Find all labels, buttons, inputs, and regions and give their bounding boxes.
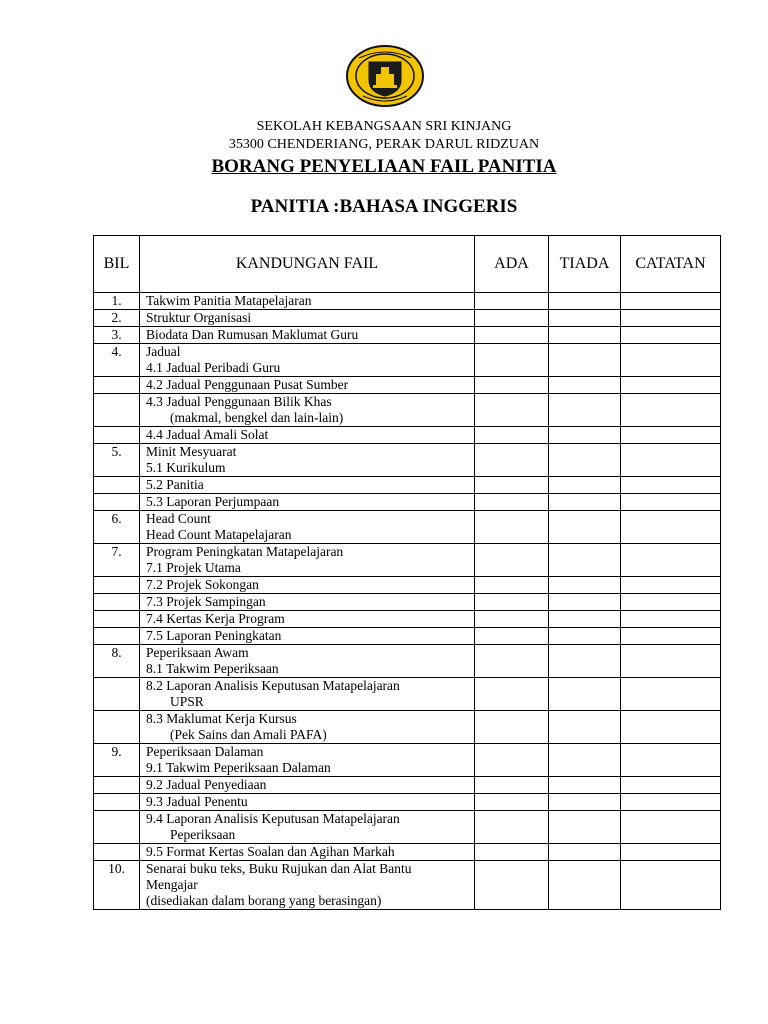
ada-cell[interactable] (475, 678, 549, 711)
item-line: Peperiksaan Dalaman (146, 744, 264, 759)
table-row (94, 377, 721, 394)
item-line: 8.3 Maklumat Kerja Kursus (146, 711, 297, 726)
file-content-item (140, 811, 475, 844)
table-row (94, 477, 721, 494)
item-line: 5.3 Laporan Perjumpaan (146, 494, 280, 509)
table-row (94, 678, 721, 711)
tiada-cell[interactable] (549, 444, 621, 477)
ada-cell[interactable] (475, 577, 549, 594)
tiada-cell[interactable] (549, 811, 621, 844)
tiada-cell[interactable] (549, 477, 621, 494)
panitia-subject: PANITIA :BAHASA INGGERIS (250, 196, 518, 217)
item-line: 7.1 Projek Utama (146, 560, 241, 575)
row-number: 10. (94, 861, 140, 910)
file-content-item (140, 544, 475, 577)
row-number (94, 611, 140, 628)
catatan-cell[interactable] (621, 577, 721, 594)
item-line: Program Peningkatan Matapelajaran (146, 544, 344, 559)
row-number: 3. (94, 327, 140, 344)
tiada-cell[interactable] (549, 310, 621, 327)
catatan-cell[interactable] (621, 544, 721, 577)
header-ada: ADA (475, 236, 549, 293)
item-line: 9.3 Jadual Penentu (146, 794, 248, 809)
row-number (94, 678, 140, 711)
ada-cell[interactable] (475, 594, 549, 611)
row-number: 6. (94, 511, 140, 544)
item-line: Senarai buku teks, Buku Rujukan dan Alat Bantu (146, 861, 412, 876)
file-content-item (140, 427, 475, 444)
file-content-item (140, 511, 475, 544)
table-row (94, 394, 721, 427)
item-line: Minit Mesyuarat (146, 444, 237, 459)
catatan-cell[interactable] (621, 511, 721, 544)
row-number (94, 811, 140, 844)
tiada-cell[interactable] (549, 794, 621, 811)
file-content-item (140, 494, 475, 511)
row-number: 8. (94, 645, 140, 678)
item-line: 9.5 Format Kertas Soalan dan Agihan Markah (146, 844, 395, 859)
table-row (94, 861, 721, 910)
table-row (94, 310, 721, 327)
table-row (94, 594, 721, 611)
ada-cell[interactable] (475, 794, 549, 811)
item-line: 7.4 Kertas Kerja Program (146, 611, 285, 626)
item-subline: Peperiksaan (170, 827, 236, 842)
catatan-cell[interactable] (621, 777, 721, 794)
header-kandungan-fail: KANDUNGAN FAIL (140, 236, 475, 293)
ada-cell[interactable] (475, 427, 549, 444)
file-content-item (140, 310, 475, 327)
table-row (94, 511, 721, 544)
ada-cell[interactable] (475, 344, 549, 377)
catatan-cell[interactable] (621, 444, 721, 477)
tiada-cell[interactable] (549, 494, 621, 511)
tiada-cell[interactable] (549, 844, 621, 861)
item-subline: (makmal, bengkel dan lain-lain) (170, 410, 344, 425)
item-line: Head Count Matapelajaran (146, 527, 292, 542)
ada-cell[interactable] (475, 628, 549, 645)
catatan-cell[interactable] (621, 611, 721, 628)
item-line: Peperiksaan Awam (146, 645, 249, 660)
catatan-cell[interactable] (621, 344, 721, 377)
tiada-cell[interactable] (549, 394, 621, 427)
file-content-item (140, 577, 475, 594)
ada-cell[interactable] (475, 477, 549, 494)
row-number (94, 844, 140, 861)
row-number (94, 577, 140, 594)
item-line: Biodata Dan Rumusan Maklumat Guru (146, 327, 359, 342)
file-content-item (140, 711, 475, 744)
table-row (94, 444, 721, 477)
file-content-item (140, 794, 475, 811)
tiada-cell[interactable] (549, 611, 621, 628)
row-number (94, 777, 140, 794)
tiada-cell[interactable] (549, 511, 621, 544)
file-content-item (140, 844, 475, 861)
item-line: Jadual (146, 344, 181, 359)
catatan-cell[interactable] (621, 427, 721, 444)
tiada-cell[interactable] (549, 577, 621, 594)
item-line: 8.2 Laporan Analisis Keputusan Matapelajaran (146, 678, 400, 693)
catatan-cell[interactable] (621, 327, 721, 344)
tiada-cell[interactable] (549, 544, 621, 577)
item-line: Head Count (146, 511, 211, 526)
ada-cell[interactable] (475, 611, 549, 628)
file-content-item (140, 594, 475, 611)
file-content-item (140, 394, 475, 427)
tiada-cell[interactable] (549, 377, 621, 394)
row-number (94, 377, 140, 394)
file-content-item (140, 327, 475, 344)
table-row (94, 844, 721, 861)
tiada-cell[interactable] (549, 594, 621, 611)
row-number: 2. (94, 310, 140, 327)
tiada-cell[interactable] (549, 711, 621, 744)
catatan-cell[interactable] (621, 844, 721, 861)
ada-cell[interactable] (475, 394, 549, 427)
file-content-item (140, 777, 475, 794)
ada-cell[interactable] (475, 777, 549, 794)
item-line: Takwim Panitia Matapelajaran (146, 293, 312, 308)
item-line: 4.1 Jadual Peribadi Guru (146, 360, 281, 375)
ada-cell[interactable] (475, 511, 549, 544)
school-name: SEKOLAH KEBANGSAAN SRI KINJANG (256, 119, 512, 134)
item-line: 5.2 Panitia (146, 477, 204, 492)
table-row (94, 645, 721, 678)
row-number (94, 711, 140, 744)
item-line: Mengajar (146, 877, 198, 892)
row-number (94, 794, 140, 811)
row-number (94, 594, 140, 611)
catatan-cell[interactable] (621, 594, 721, 611)
file-content-item (140, 344, 475, 377)
ada-cell[interactable] (475, 645, 549, 678)
catatan-cell[interactable] (621, 811, 721, 844)
table-row (94, 327, 721, 344)
row-number: 1. (94, 293, 140, 310)
file-content-item (140, 611, 475, 628)
header-bil: BIL (94, 236, 140, 293)
header-tiada: TIADA (549, 236, 621, 293)
item-line: 7.2 Projek Sokongan (146, 577, 259, 592)
catatan-cell[interactable] (621, 628, 721, 645)
item-line: (disediakan dalam borang yang berasingan) (146, 893, 382, 908)
ada-cell[interactable] (475, 744, 549, 777)
tiada-cell[interactable] (549, 628, 621, 645)
row-number (94, 394, 140, 427)
item-line: 9.1 Takwim Peperiksaan Dalaman (146, 760, 331, 775)
file-content-item (140, 444, 475, 477)
item-line: 9.2 Jadual Penyediaan (146, 777, 267, 792)
catatan-cell[interactable] (621, 293, 721, 310)
table-row (94, 711, 721, 744)
item-subline: UPSR (170, 694, 204, 709)
table-row (94, 628, 721, 645)
row-number (94, 494, 140, 511)
file-content-item (140, 628, 475, 645)
table-row (94, 777, 721, 794)
item-line: 4.4 Jadual Amali Solat (146, 427, 269, 442)
tiada-cell[interactable] (549, 645, 621, 678)
catatan-cell[interactable] (621, 494, 721, 511)
table-row (94, 794, 721, 811)
tiada-cell[interactable] (549, 861, 621, 910)
catatan-cell[interactable] (621, 744, 721, 777)
catatan-cell[interactable] (621, 678, 721, 711)
header-catatan: CATATAN (621, 236, 721, 293)
file-checklist-table (93, 235, 721, 910)
table-row (94, 494, 721, 511)
tiada-cell[interactable] (549, 427, 621, 444)
ada-cell[interactable] (475, 377, 549, 394)
catatan-cell[interactable] (621, 645, 721, 678)
ada-cell[interactable] (475, 844, 549, 861)
item-line: 4.2 Jadual Penggunaan Pusat Sumber (146, 377, 349, 392)
ada-cell[interactable] (475, 861, 549, 910)
ada-cell[interactable] (475, 293, 549, 310)
ada-cell[interactable] (475, 327, 549, 344)
catatan-cell[interactable] (621, 711, 721, 744)
row-number (94, 427, 140, 444)
item-line: 5.1 Kurikulum (146, 460, 226, 475)
file-content-item (140, 377, 475, 394)
catatan-cell[interactable] (621, 377, 721, 394)
catatan-cell[interactable] (621, 477, 721, 494)
file-content-item (140, 744, 475, 777)
item-subline: (Pek Sains dan Amali PAFA) (170, 727, 327, 742)
catatan-cell[interactable] (621, 861, 721, 910)
table-row (94, 611, 721, 628)
row-number (94, 628, 140, 645)
file-content-item (140, 861, 475, 910)
table-row (94, 427, 721, 444)
catatan-cell[interactable] (621, 394, 721, 427)
table-row (94, 293, 721, 310)
catatan-cell[interactable] (621, 794, 721, 811)
crest-building (376, 74, 394, 86)
item-line: Struktur Organisasi (146, 310, 252, 325)
item-line: 7.5 Laporan Peningkatan (146, 628, 282, 643)
row-number: 5. (94, 444, 140, 477)
row-number (94, 477, 140, 494)
ada-cell[interactable] (475, 811, 549, 844)
ada-cell[interactable] (475, 544, 549, 577)
table-header-row (94, 236, 721, 293)
table-row (94, 811, 721, 844)
tiada-cell[interactable] (549, 327, 621, 344)
file-content-item (140, 477, 475, 494)
ada-cell[interactable] (475, 444, 549, 477)
school-crest-logo (345, 44, 425, 108)
item-line: 4.3 Jadual Penggunaan Bilik Khas (146, 394, 332, 409)
item-line: 9.4 Laporan Analisis Keputusan Matapelajaran (146, 811, 400, 826)
ada-cell[interactable] (475, 310, 549, 327)
form-title: BORANG PENYELIAAN FAIL PANITIA (211, 156, 557, 177)
table-row (94, 344, 721, 377)
tiada-cell[interactable] (549, 777, 621, 794)
table-row (94, 544, 721, 577)
tiada-cell[interactable] (549, 744, 621, 777)
file-content-item (140, 645, 475, 678)
table-row (94, 577, 721, 594)
school-address: 35300 CHENDERIANG, PERAK DARUL RIDZUAN (228, 137, 540, 152)
table-row (94, 744, 721, 777)
file-content-item (140, 678, 475, 711)
tiada-cell[interactable] (549, 678, 621, 711)
tiada-cell[interactable] (549, 293, 621, 310)
item-line: 8.1 Takwim Peperiksaan (146, 661, 279, 676)
tiada-cell[interactable] (549, 344, 621, 377)
ada-cell[interactable] (475, 494, 549, 511)
catatan-cell[interactable] (621, 310, 721, 327)
row-number: 9. (94, 744, 140, 777)
row-number: 4. (94, 344, 140, 377)
item-line: 7.3 Projek Sampingan (146, 594, 266, 609)
file-content-item (140, 293, 475, 310)
ada-cell[interactable] (475, 711, 549, 744)
row-number: 7. (94, 544, 140, 577)
